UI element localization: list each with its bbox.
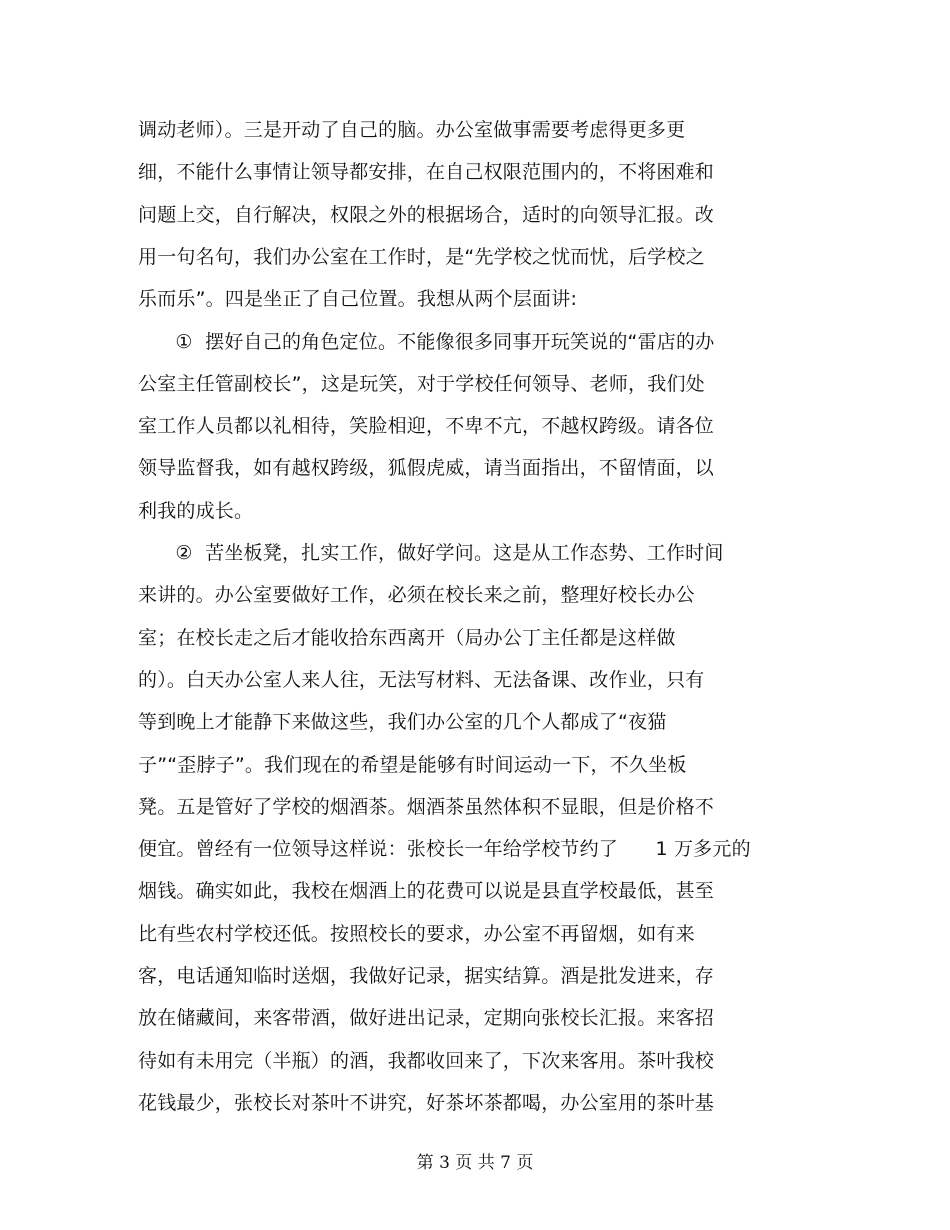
text-line: 用一句名句，我们办公室在工作时，是“先学校之忧而忧，后学校之 — [138, 245, 705, 268]
text-line: 客，电话通知临时送烟，我做好记录，据实结算。酒是批发进来，存 — [138, 965, 715, 987]
text-line: 花钱最少，张校长对茶叶不讲究，好茶坏茶都喝，办公室用的茶叶基 — [138, 1091, 715, 1114]
text-line: 凳。五是管好了学校的烟酒茶。烟酒茶虽然体积不显眼，但是价格不 — [138, 795, 715, 818]
page-footer: 第 3 页 共 7 页 — [416, 1153, 534, 1173]
text-line: 比有些农村学校还低。按照校长的要求，办公室不再留烟，如有来 — [138, 922, 695, 945]
text-line: 待如有未用完（半瓶）的酒，我都收回来了，下次来客用。茶叶我校 — [138, 1049, 715, 1072]
text-line: 来讲的。办公室要做好工作，必须在校长来之前，整理好校长办公 — [138, 584, 695, 607]
text-line: 调动老师）。三是开动了自己的脑。办公室做事需要考虑得更多更 — [138, 119, 686, 141]
text-line: 烟钱。确实如此，我校在烟酒上的花费可以说是县直学校最低，甚至 — [138, 880, 715, 903]
text-line: 便宜。曾经有一位领导这样说：张校长一年给学校节约了 1 万多元的 — [138, 838, 751, 861]
text-line: 等到晚上才能静下来做这些，我们办公室的几个人都成了“夜猫 — [138, 711, 667, 734]
text-line: ② 苦坐板凳，扎实工作，做好学问。这是从工作态势、工作时间 — [138, 542, 724, 564]
text-line: 细，不能什么事情让领导都安排，在自己权限范围内的，不将困难和 — [138, 161, 715, 184]
text-line: 室工作人员都以礼相待，笑脸相迎，不卑不亢，不越权跨级。请各位 — [138, 415, 715, 438]
text-line: 利我的成长。 — [138, 499, 254, 522]
text-line: 放在储藏间，来客带酒，做好进出记录，定期向张校长汇报。来客招 — [138, 1007, 715, 1030]
text-line: 问题上交，自行解决，权限之外的根据场合，适时的向领导汇报。改 — [138, 203, 715, 226]
text-line: 公室主任管副校长”，这是玩笑，对于学校任何领导、老师，我们处 — [138, 372, 705, 395]
text-line: 的）。白天办公室人来人往，无法写材料、无法备课、改作业，只有 — [138, 668, 705, 691]
text-line: ① 摆好自己的角色定位。不能像很多同事开玩笑说的“雷店的办 — [138, 330, 715, 353]
text-line: 室；在校长走之后才能收拾东西离开（局办公丁主任都是这样做 — [138, 626, 676, 649]
text-line: 领导监督我，如有越权跨级，狐假虎威，请当面指出，不留情面，以 — [138, 457, 715, 480]
text-line: 子”“歪脖子”。我们现在的希望是能够有时间运动一下，不久坐板 — [138, 753, 687, 776]
text-line: 乐而乐”。四是坐正了自己位置。我想从两个层面讲: — [138, 288, 578, 311]
